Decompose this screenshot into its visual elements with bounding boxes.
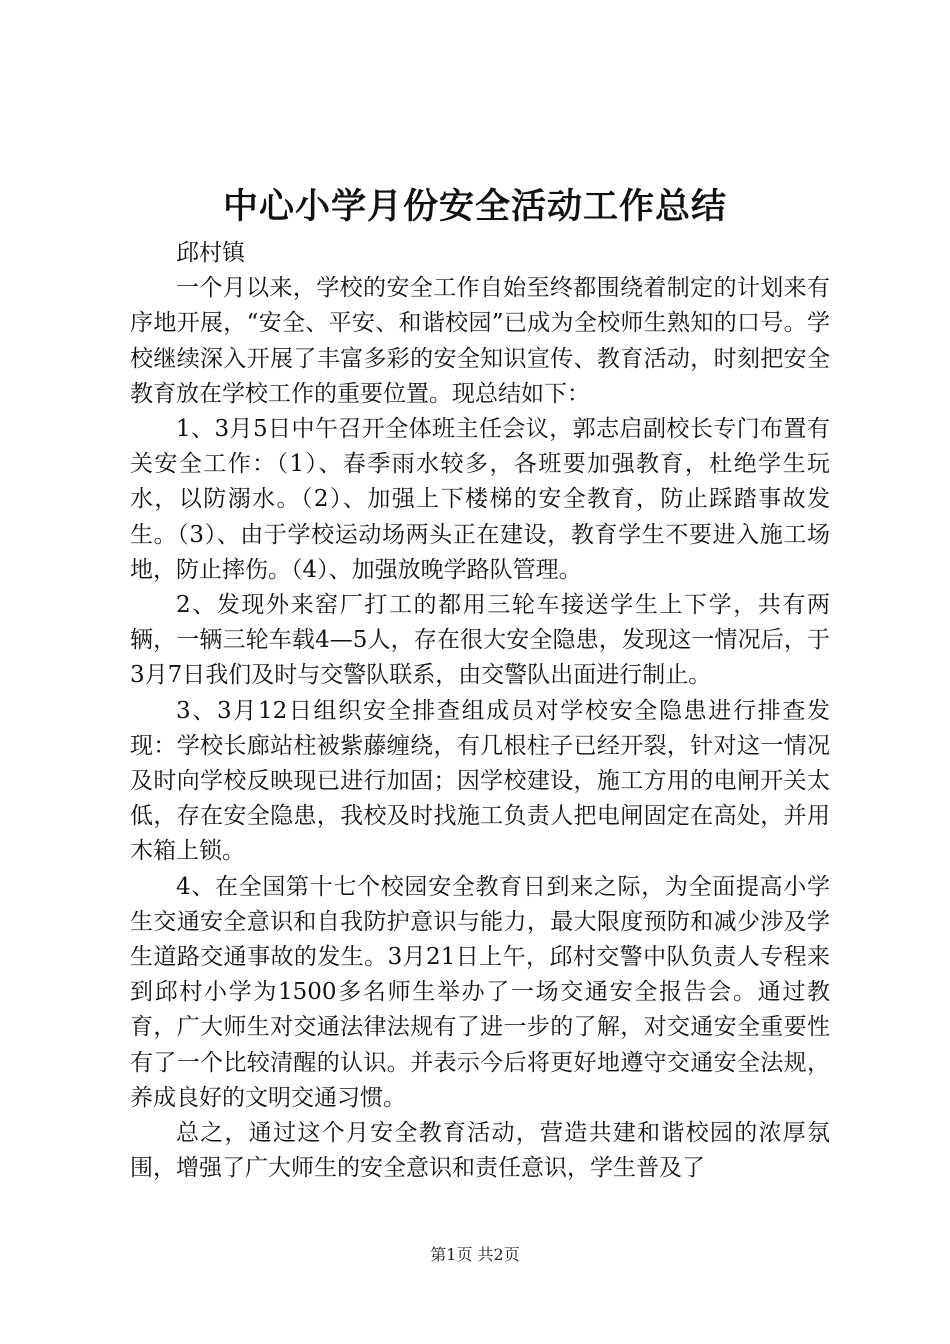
body-paragraph-summary: 总之，通过这个月安全教育活动，营造共建和谐校园的浓厚氛围，增强了广大师生的安全意识和责任意识，学生普及了: [130, 1120, 830, 1182]
document-body: [130, 236, 830, 1186]
body-paragraph-item-2: 2、发现外来窑厂打工的都用三轮车接送学生上下学，共有两辆，一辆三轮车载4—5人，存在很大安全隐患，发现这一情况后，于3月7日我们及时与交警队联系，由交警队出面进行制止。: [130, 592, 830, 689]
page-number-footer: 第1页 共2页: [430, 1245, 520, 1264]
body-paragraph-item-3: 3、3月12日组织安全排查组成员对学校安全隐患进行排查发现：学校长廊站柱被紫藤缠绕，有几根柱子已经开裂，针对这一情况及时向学校反映现已进行加固；因学校建设，施工方用的电闸开关太低，存在安全隐患，我校及时找施工负责人把电闸固定在高处，并用木箱上锁。: [130, 697, 830, 865]
body-paragraph-item-1: 1、3月5日中午召开全体班主任会议，郭志启副校长专门布置有关安全工作：（1）、春季雨水较多，各班要加强教育，杜绝学生玩水，以防溺水。（2）、加强上下楼梯的安全教育，防止踩踏事故发生。（3）、由于学校运动场两头正在建设，教育学生不要进入施工场地，防止摔伤。（4）、加强放晚学路队管理。: [130, 416, 830, 583]
body-paragraph-item-4: 4、在全国第十七个校园安全教育日到来之际，为全面提高小学生交通安全意识和自我防护意识与能力，最大限度预防和减少涉及学生道路交通事故的发生。3月21日上午，邱村交警中队负责人专程来到邱村小学为1500多名师生举办了一场交通安全报告会。通过教育，广大师生对交通法律法规有了进一步的了解，对交通安全重要性有了一个比较清醒的认识。并表示今后将更好地遵守交通安全法规，养成良好的文明交通习惯。: [130, 873, 830, 1111]
body-paragraph-intro: 一个月以来，学校的安全工作自始至终都围绕着制定的计划来有序地开展，“安全、平安、和谐校园”已成为全校师生熟知的口号。学校继续深入开展了丰富多彩的安全知识宣传、教育活动，时刻把安全教育放在学校工作的重要位置。现总结如下：: [130, 275, 830, 407]
document-title: 中心小学月份安全活动工作总结: [222, 187, 727, 227]
author-line: 邱村镇: [176, 240, 245, 266]
